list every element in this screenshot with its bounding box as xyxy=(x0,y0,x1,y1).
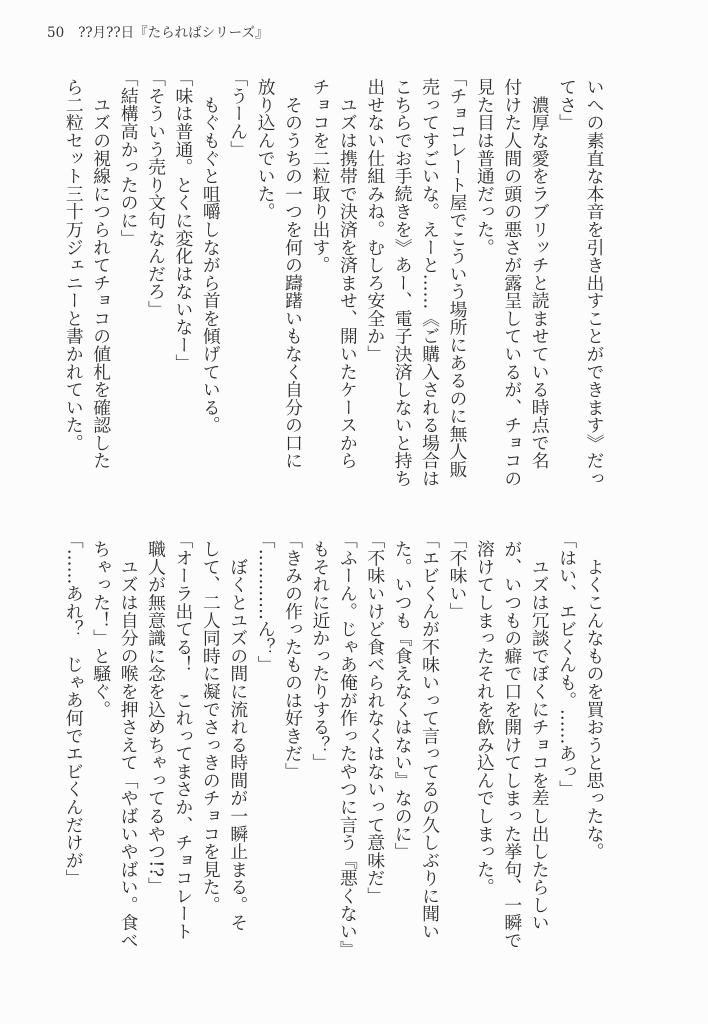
text-column: 「不味いけど食べられなくはないって意味だ」 xyxy=(364,531,386,905)
text-column: が、いつもの癖で口を開けてしまった挙句、一瞬で xyxy=(501,540,523,950)
text-column: 職人が無意識に念を込めちゃってるやつ!?」 xyxy=(145,540,167,895)
text-column: 出せない仕組みね。むしろ安全か」 xyxy=(364,78,386,363)
text-column: ユズは冗談でぼくにチョコを差し出したらしい xyxy=(529,540,551,932)
text-column: もそれに近かったりする？」 xyxy=(309,540,331,772)
text-column: チョコを二粒取り出す。 xyxy=(309,78,331,274)
text-column: して、二人同時に凝でさっきのチョコを見た。 xyxy=(200,540,222,914)
text-column: 「……あれ？ じゃあ何でエビくんだけが」 xyxy=(63,531,85,887)
text-column: 「ふーん。じゃあ俺が作ったやつに言う『悪くない』 xyxy=(337,531,359,959)
text-column: こちらでお手続きを》あー、電子決済しないと持ち xyxy=(392,78,414,488)
text-column: よくこんなものを買おうと思ったな。 xyxy=(584,540,605,861)
text-column: た。いつも『食えなくはない』なのに」 xyxy=(392,540,414,861)
text-column: 見た目は普通だった。 xyxy=(474,78,496,256)
text-column: ぼくとユズの間に流れる時間が一瞬止まる。そ xyxy=(227,540,249,932)
text-column: ちゃった！」と騒ぐ。 xyxy=(90,540,112,718)
text-column: 「はい、エビくんも。……あっ」 xyxy=(556,531,578,798)
chapter-title: ??月??日『たらればシリーズ』 xyxy=(78,25,269,41)
text-column: 「不味い」 xyxy=(446,531,468,621)
text-column: 「エビくんが不味いって言ってるの久しぶりに聞い xyxy=(419,531,441,941)
text-column: ら二粒セット三十万ジェニーと書かれていた。 xyxy=(63,78,85,452)
text-block-lower xyxy=(60,531,608,959)
text-column: 「そういう売り文句なんだろ」 xyxy=(145,69,167,319)
text-column: てさ」 xyxy=(556,78,578,132)
text-column: 「きみの作ったものは好きだ」 xyxy=(282,531,304,781)
text-column: 「チョコレート屋でこういう場所にあるのに無人販 xyxy=(446,69,468,479)
text-column: 「うーん」 xyxy=(227,69,249,159)
text-column: ユズは携帯で決済を済ませ、開いたケースから xyxy=(337,78,359,470)
text-column: いへの素直な本音を引き出すことができます》だっ xyxy=(584,78,605,488)
text-column: ユズは自分の喉を押さえて「やばいやばい。食べ xyxy=(118,540,140,950)
text-column: ユズの視線につられてチョコの値札を確認した xyxy=(90,78,112,470)
text-column: 「味は普通。とくに変化はないなー」 xyxy=(172,69,194,372)
text-block-upper xyxy=(60,69,608,488)
running-header xyxy=(47,25,268,41)
text-column: もぐもぐと咀嚼しながら首を傾げている。 xyxy=(200,78,222,434)
text-column: 「…………ん？」 xyxy=(255,531,277,674)
text-column: 溶けてしまったそれを飲み込んでしまった。 xyxy=(474,540,496,896)
text-column: 濃厚な愛をラブリッチと読ませている時点で名 xyxy=(529,78,551,470)
text-column: 売ってすごいな。えーと……《ご購入される場合は xyxy=(419,78,441,488)
text-column: そのうちの一つを何の躊躇いもなく自分の口に xyxy=(282,78,304,470)
text-column: 「オーラ出てる！ これってまさか、チョコレート xyxy=(172,531,194,941)
text-column: 放り込んでいた。 xyxy=(255,78,277,221)
page-number: 50 xyxy=(47,25,65,41)
text-column: 付けた人間の頭の悪さが露呈しているが、チョコの xyxy=(501,78,523,488)
text-column: 「結構高かったのに」 xyxy=(118,69,140,248)
